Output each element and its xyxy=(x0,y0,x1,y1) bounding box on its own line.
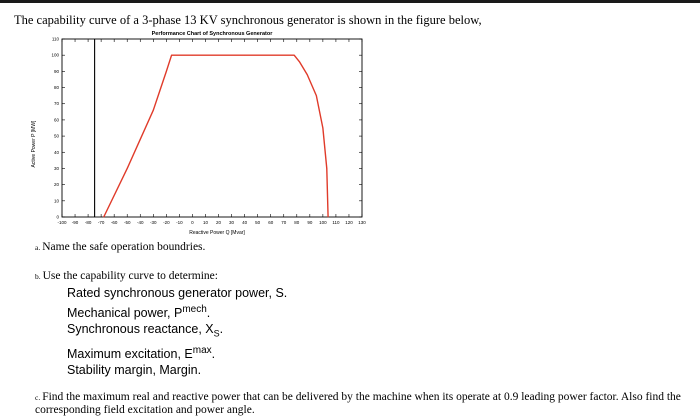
capability-chart xyxy=(22,24,366,236)
curve-point xyxy=(316,95,317,96)
x-tick-label: -60 xyxy=(110,220,118,225)
capability-curve-line xyxy=(104,55,328,217)
y-tick-label: 70 xyxy=(53,101,59,107)
x-tick-label: 50 xyxy=(255,220,261,225)
y-tick-label: 80 xyxy=(53,85,59,91)
question-a-marker: a. xyxy=(35,243,41,252)
x-tick-label: 110 xyxy=(332,220,340,225)
x-tick-label: 120 xyxy=(345,220,353,225)
curve-point xyxy=(294,55,295,56)
item-rated-power: Rated synchronous generator power, S. xyxy=(67,286,288,300)
x-tick-label: 80 xyxy=(294,220,300,225)
question-b-text: Use the capability curve to determine: xyxy=(42,270,218,282)
item-max-excitation: Maximum excitation, $E^{max}$. xyxy=(67,345,216,362)
x-tick-label: -10 xyxy=(176,220,183,225)
y-tick-label: 90 xyxy=(53,68,59,74)
curve-point xyxy=(159,90,160,91)
y-tick-label: 50 xyxy=(53,133,59,139)
x-tick-label: 20 xyxy=(216,220,222,225)
curve-points xyxy=(103,55,328,218)
y-tick-label: 30 xyxy=(53,165,59,171)
x-tick-label: -90 xyxy=(71,220,79,225)
chart-ticks xyxy=(51,37,366,226)
curve-point xyxy=(103,217,104,218)
x-tick-label: 90 xyxy=(307,220,313,225)
y-axis-label: Active Power P [MW] xyxy=(31,120,37,168)
x-tick-label: 70 xyxy=(281,220,287,225)
question-c-marker: c. xyxy=(35,393,41,402)
top-border xyxy=(0,0,700,3)
x-tick-label: -40 xyxy=(137,220,144,225)
x-tick-label: 10 xyxy=(202,220,208,225)
x-tick-label: 40 xyxy=(242,220,248,225)
y-tick-label: 100 xyxy=(51,52,59,58)
y-tick-label: 60 xyxy=(53,117,59,123)
y-tick-label: 20 xyxy=(53,182,59,188)
x-tick-label: -50 xyxy=(123,220,131,225)
x-tick-label: -30 xyxy=(150,220,157,225)
curve-point xyxy=(299,61,300,62)
x-tick-label: 30 xyxy=(229,220,235,225)
problem-intro: The capability curve of a 3-phase 13 KV synchronous generator is shown in the figure below, xyxy=(14,13,482,27)
question-c-text: Find the maximum real and reactive power that can be delivered by the machine when its operate at 0.9 leading power factor. Also find the corresponding field excitation and power angle. xyxy=(35,391,681,416)
x-tick-label: -20 xyxy=(163,220,170,225)
curve-point xyxy=(328,217,329,218)
curve-point xyxy=(166,71,167,72)
x-tick-label: -80 xyxy=(84,220,92,225)
item-mechanical-power: Mechanical power, $P^{mech}$. xyxy=(67,304,211,321)
y-tick-label: 10 xyxy=(53,198,59,204)
y-tick-label: 40 xyxy=(53,149,59,155)
chart-title: Performance Chart of Synchronous Generator xyxy=(151,31,273,37)
curve-point xyxy=(153,110,154,111)
x-axis-label: Reactive Power Q [Mvar] xyxy=(189,230,245,236)
question-a xyxy=(35,241,205,253)
curve-point xyxy=(171,55,172,56)
x-tick-label: 130 xyxy=(358,220,366,225)
item-sync-reactance: Synchronous reactance, $X_S$. xyxy=(67,322,224,339)
curve-point xyxy=(127,168,128,169)
x-tick-label: -70 xyxy=(97,220,105,225)
plot-frame xyxy=(62,39,362,217)
curve-point xyxy=(322,128,323,129)
x-tick-label: -100 xyxy=(57,220,67,225)
question-a-text: Name the safe operation boundries. xyxy=(42,241,206,253)
curve-point xyxy=(307,74,308,75)
question-b xyxy=(35,270,218,282)
y-tick-label: 110 xyxy=(51,36,59,42)
x-tick-label: 0 xyxy=(191,220,194,225)
curve-point xyxy=(244,55,245,56)
curve-point xyxy=(326,168,327,169)
question-c xyxy=(35,391,695,417)
curve-point xyxy=(140,139,141,140)
item-stability-margin: Stability margin, Margin. xyxy=(67,363,202,377)
x-tick-label: 100 xyxy=(319,220,327,225)
curve-point xyxy=(192,55,193,56)
x-tick-label: 60 xyxy=(268,220,274,225)
y-tick-label: 0 xyxy=(56,214,59,220)
question-b-marker: b. xyxy=(35,272,41,281)
